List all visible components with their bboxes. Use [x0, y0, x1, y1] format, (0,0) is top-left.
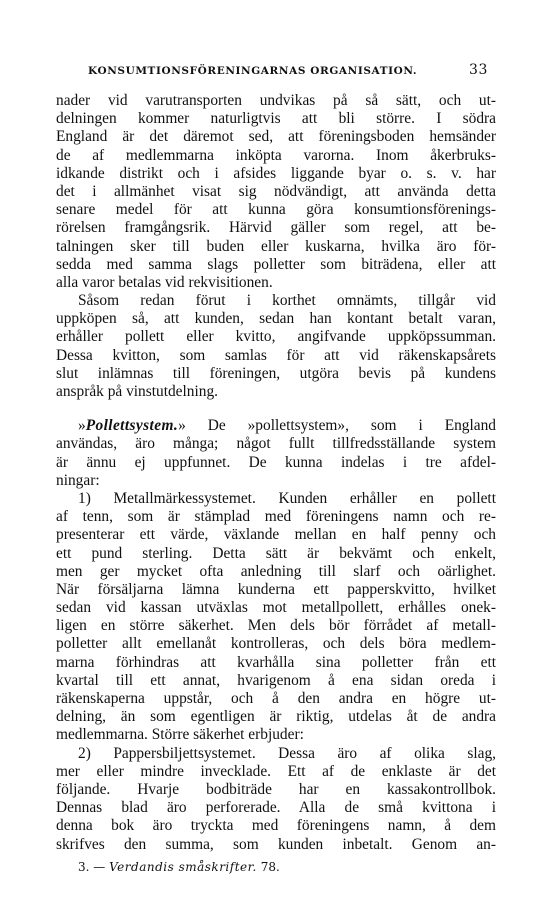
paragraph-1	[56, 92, 496, 292]
text-line: Såsom redan förut i korthet omnämts, tillgår vid	[78, 292, 496, 310]
text-line: Dessa kvitton, som samlas för att vid räkenskapsårets	[56, 346, 496, 364]
text-line: de af medlemmarna inköpta varorna. Inom åkerbruks-	[56, 146, 496, 164]
body-text	[56, 92, 496, 854]
text-line: Dennas blad äro perforerade. Alla de små kvittona i	[56, 799, 496, 817]
text-line: ningar:	[56, 471, 100, 489]
running-head	[56, 62, 496, 82]
text-line: sedan vid kassan utväxlas mot metallpollett, erhålles onek-	[56, 599, 496, 617]
paragraph-2	[56, 292, 496, 401]
signature-number: 3.	[78, 859, 90, 874]
text-line	[56, 417, 496, 435]
signature-series: Verdandis småskrifter.	[109, 859, 257, 874]
text-line: ligen en större säkerhet. Men dels bör förrådet af metall-	[56, 617, 496, 635]
page-number: 33	[468, 62, 488, 78]
text-line: 2) Pappersbiljettsystemet. Dessa äro af olika slag,	[78, 744, 496, 762]
text-line: talningen sker till buden eller kuskarna, hvilka äro för-	[56, 237, 496, 255]
paragraph-5	[56, 745, 496, 854]
text-line: det i allmänhet visat sig nödvändigt, att använda detta	[56, 182, 496, 200]
text-line: marna förhindras att kvarhålla sina polletter från ett	[56, 653, 496, 671]
text-line: presenterar ett värde, växlande mellan en half penny och	[56, 526, 496, 544]
paragraph-3	[56, 417, 496, 490]
text-line: England är det däremot sed, att föreningsboden hemsänder	[56, 128, 496, 146]
text-line: skrifves den summa, som kunden inbetalt. Genom an-	[56, 835, 496, 853]
text-line: räkenskaperna uppstår, och å den andra en högre ut-	[56, 690, 496, 707]
text-line: nader vid varutransporten undvikas på så sätt, och ut-	[56, 92, 496, 109]
paragraph-gap	[56, 401, 496, 417]
signature-dash: —	[93, 859, 106, 874]
text-line: ett pund sterling. Detta sätt är bekvämt och enkelt,	[56, 544, 496, 562]
text-line: När försäljarna lämna kunderna ett papperskvitto, hvilket	[56, 580, 496, 598]
text-line: 1) Metallmärkessystemet. Kunden erhåller en pollett	[78, 489, 496, 507]
quote-mark: »	[178, 417, 186, 435]
text-line: delningen kommer naturligtvis att bli större. I södra	[56, 110, 496, 128]
paragraph-4	[56, 490, 496, 745]
text-line: denna bok äro tryckta med föreningens namn, å dem	[56, 817, 496, 835]
text-line: idkande distrikt och i afsides liggande byar o. s. v. har	[56, 164, 496, 182]
printer-signature	[56, 860, 496, 874]
text-line: kvartal till ett annat, hvarigenom å ena sidan oreda i	[56, 671, 496, 689]
book-page	[56, 62, 496, 874]
text-line: användas, äro många; något fullt tillfredsställande system	[56, 435, 496, 453]
text-line: anspråk på vinstutdelning.	[56, 383, 218, 400]
text-line: delning, än som egentligen är riktig, utdelas åt de andra	[56, 708, 496, 726]
signature-volume: 78.	[260, 859, 280, 874]
text-line: senare medel för att kunna göra konsumtionsförenings-	[56, 201, 496, 219]
text-line: alla varor betalas vid rekvisitionen.	[56, 273, 273, 291]
text-line: uppköpen så, att kunden, sedan han kontant betalt varan,	[56, 310, 496, 328]
text-line: af tenn, som är stämplad med föreningens namn och re-	[56, 508, 496, 526]
quote-mark: »	[78, 417, 86, 435]
text-line: mer eller mindre invecklade. Ett af de enklaste är det	[56, 762, 496, 780]
text-line: slut inlämnas till föreningen, utgöra bevis på kundens	[56, 364, 496, 382]
text-line: medlemmarna. Större säkerhet erbjuder:	[56, 726, 304, 744]
text-line: polletter allt emellanåt kontrolleras, och dels böra medlem-	[56, 635, 496, 653]
running-title: KONSUMTIONSFÖRENINGARNAS ORGANISATION.	[88, 65, 418, 77]
text-line: sedda med samma slags polletter som biträdena, eller att	[56, 255, 496, 273]
section-term: Pollettsystem.	[85, 417, 179, 435]
text-line: men ger mycket ofta anledning till slarf och oärlighet.	[56, 562, 496, 580]
text-line: är ännu ej uppfunnet. De kunna indelas i tre afdel-	[56, 453, 496, 471]
text-line: rörelsen framgångsrik. Härvid gäller som regel, att be-	[56, 219, 496, 237]
text-line: erhåller pollett eller kvitto, angifvande uppköpssumman.	[56, 328, 496, 346]
text-line: följande. Hvarje bodbiträde har en kassakontrollbok.	[56, 780, 496, 798]
text-run: De »pollettsystem», som i England	[185, 417, 496, 435]
